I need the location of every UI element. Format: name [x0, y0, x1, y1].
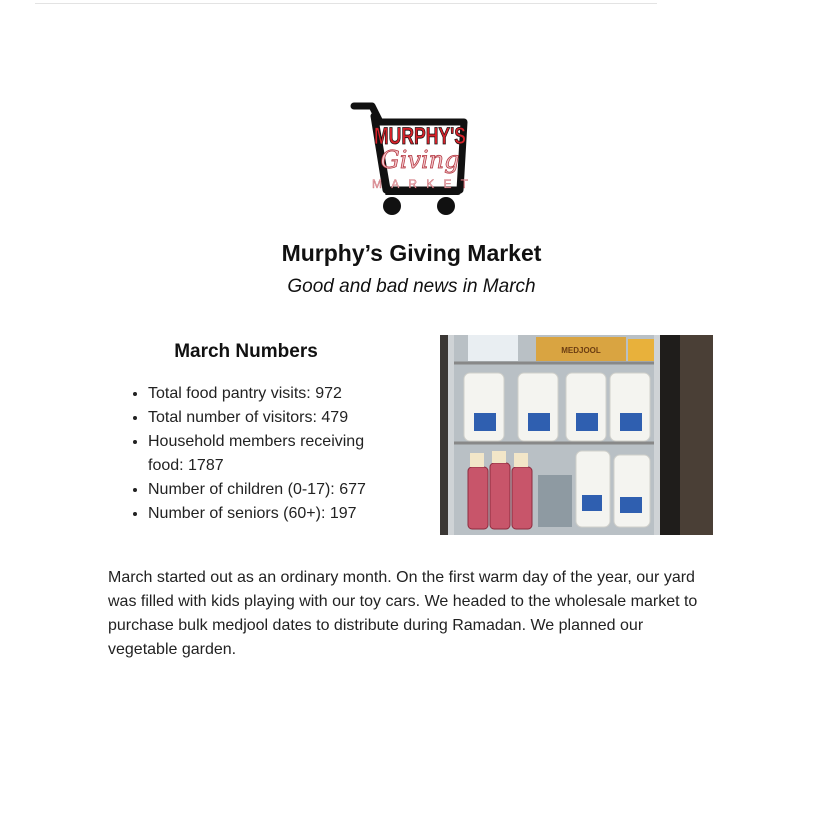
- logo-title: MURPHY'S: [374, 123, 466, 150]
- stat-pantry-visits: • Total food pantry visits: 972: [148, 382, 378, 406]
- logo-subtitle: MARKET: [372, 177, 468, 191]
- refrigerator-image: [440, 335, 713, 535]
- stat-children: • Number of children (0-17): 677: [148, 478, 378, 502]
- murphys-giving-market-logo: [346, 100, 476, 220]
- top-divider: [35, 3, 657, 4]
- logo-script: Giving: [380, 146, 460, 174]
- medjool-box-label: MEDJOOL: [561, 346, 601, 355]
- refrigerator-photo: [440, 335, 713, 535]
- page-subtitle: Good and bad news in March: [287, 276, 536, 297]
- stat-household-members: • Household members receiving food: 1787: [148, 430, 378, 478]
- page-title: Murphy’s Giving Market: [281, 240, 542, 266]
- body-paragraph: March started out as an ordinary month. On the first warm day of the year, our yard was filled with kids playing with our toy cars. We headed to the wholesale market to purchase bulk medjool dates to distribute during Ramadan. We planned our vegetable garden.: [108, 569, 698, 658]
- stat-visitors: • Total number of visitors: 479: [148, 406, 378, 430]
- stat-seniors: • Number of seniors (60+): 197: [148, 502, 378, 526]
- march-numbers-heading: March Numbers: [174, 341, 318, 362]
- shopping-cart-icon: [346, 100, 476, 220]
- march-numbers-list: [108, 382, 378, 526]
